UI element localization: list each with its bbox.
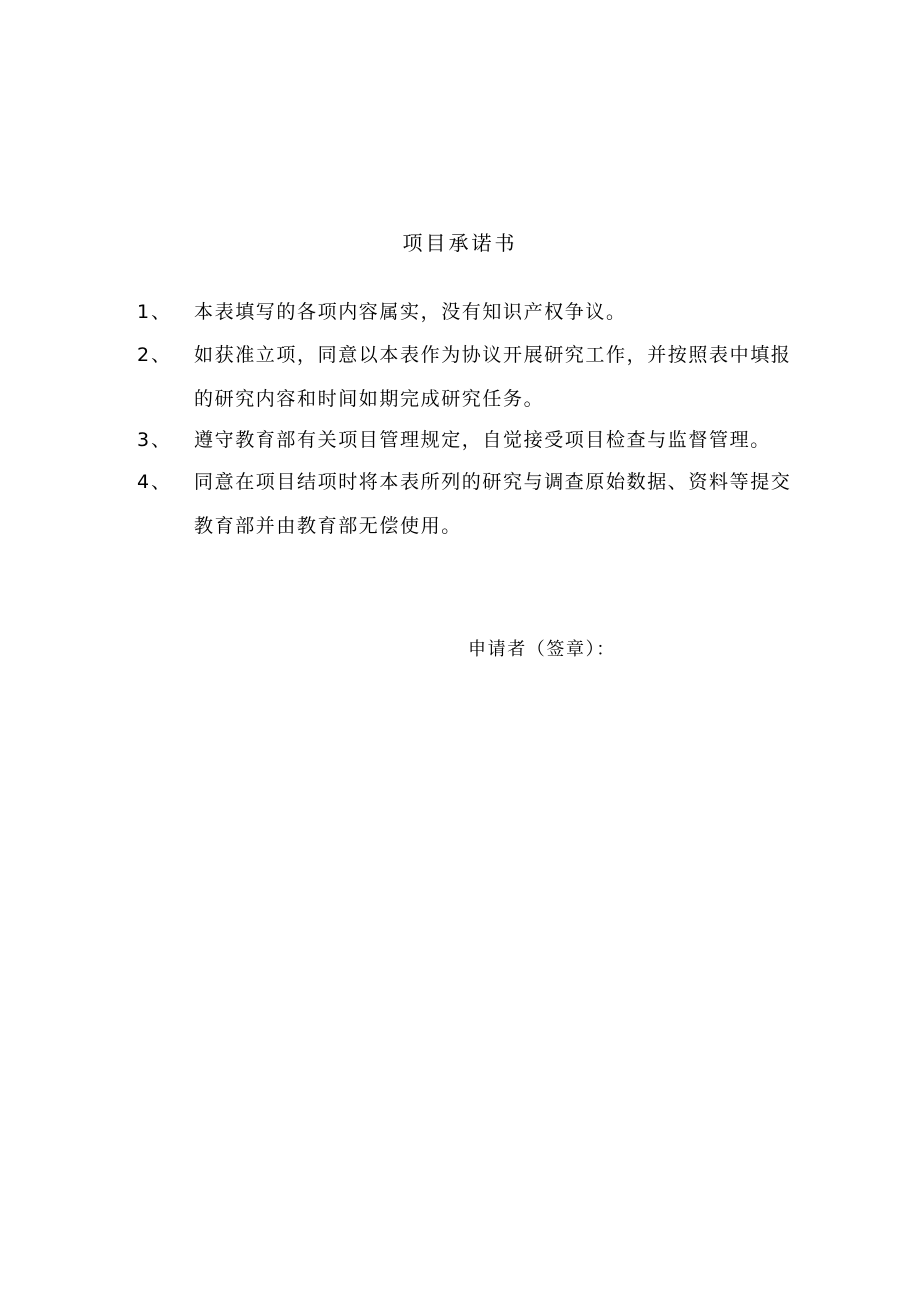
page-title: 项目承诺书 — [402, 231, 518, 255]
item-text: 本表填写的各项内容属实，没有知识产权争议。 — [194, 301, 627, 323]
item-number: 1、 — [137, 301, 173, 323]
item-text: 遵守教育部有关项目管理规定，自觉接受项目检查与监督管理。 — [194, 429, 771, 451]
item-number: 2、 — [137, 344, 173, 366]
item-text: 如获准立项，同意以本表作为协议开展研究工作，并按照表中填报的研究内容和时间如期完成研究任务。 — [194, 344, 792, 410]
item-text: 同意在项目结项时将本表所列的研究与调查原始数据、资料等提交教育部并由教育部无偿使用。 — [194, 471, 792, 537]
item-number: 3、 — [137, 429, 173, 451]
signature-label: 申请者（签章）： — [468, 639, 616, 660]
item-number: 4、 — [137, 471, 173, 493]
